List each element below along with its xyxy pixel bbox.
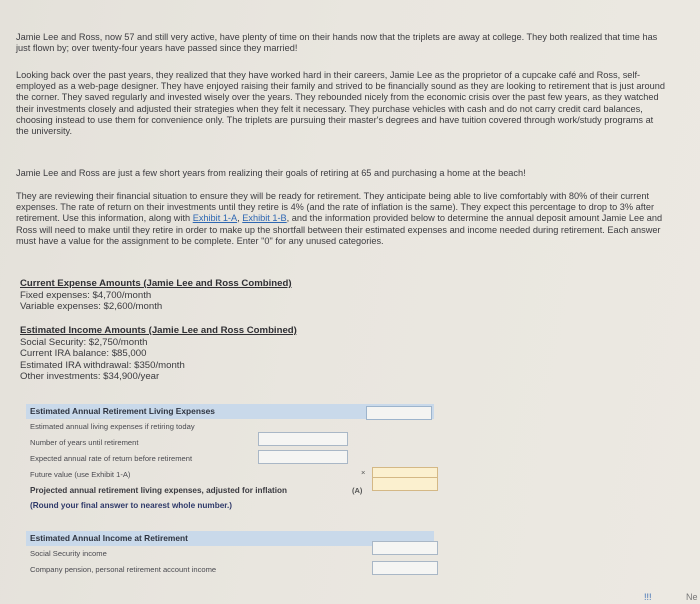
annual-living-expenses-input[interactable] [366,406,432,420]
ira-withdrawal: Estimated IRA withdrawal: $350/month [20,359,185,371]
years-until-retirement-input[interactable] [258,432,348,446]
table-row [26,419,434,435]
other-investments: Other investments: $34,900/year [20,371,160,383]
table-row [26,483,434,499]
fixed-expenses: Fixed expenses: $4,700/month [20,289,152,301]
exhibit-1b-link[interactable]: Exhibit 1-B [242,213,287,224]
pension-income-input[interactable] [372,561,438,575]
retirement-expenses-title: Estimated Annual Retirement Living Expenses [30,406,215,416]
next-button[interactable]: Ne [686,592,698,602]
table-row [26,451,434,467]
marker-a: (A) [352,486,363,495]
social-security: Social Security: $2,750/month [20,336,148,348]
row-label: Number of years until retirement [30,438,139,447]
retirement-income-title: Estimated Annual Income at Retirement [30,533,188,543]
table-row [26,546,434,562]
instructions-separator: , [237,213,243,224]
retirement-income-table [26,531,434,578]
row-label: Expected annual rate of return before retirement [30,454,193,463]
instructions-text-a: They are reviewing their financial situation to ensure they will be ready for retirement. They anticipate being able to live comfortably with 80% of their current expenses. The rate of return on their investments until they retire is 4% (and the rate of inflation is the same). They expect this percentage to drop to 3% after retirement. Use this information, along with [16,191,655,224]
background-paragraph: Looking back over the past years, they realized that they have worked hard in their careers, Jamie Lee as the proprietor of a cupcake café and Ross, self-employed as a web-page designer. They have enjoyed raising their family and strived to be financially sound as they are looking to retirement that is just around the corner. They saved regularly and invested wisely over the years. They rebounded nicely from the economic crisis over the past few years, as they watched their investments closely and adjusted their strategies when they felt it necessary. They purchase vehicles with cash and do not carry credit card balances, choosing instead to use them for convenience only. The triplets are pursuing their master's degrees and have tuition covered through work/study programs at the university. [16,70,665,137]
table-row [26,562,434,578]
instructions-paragraph [16,191,666,247]
exhibit-1a-link[interactable]: Exhibit 1-A [192,213,238,224]
times-symbol: × [361,468,366,477]
row-label: Projected annual retirement living expenses, adjusted for inflation [30,486,288,495]
row-label: Future value (use Exhibit 1-A) [30,470,131,479]
goal-paragraph: Jamie Lee and Ross are just a few short years from realizing their goals of retiring at 65 and purchasing a home at the beach! [16,168,526,178]
row-label: Estimated annual living expenses if retiring today [30,422,195,431]
ira-balance: Current IRA balance: $85,000 [20,348,147,360]
table-row [26,435,434,451]
current-expense-section [20,278,292,313]
instructions-text-b: , and the information provided below to determine the annual deposit amount Jamie Lee and Ross will need to make until they retire in order to make up the shortfall between their estimated expenses and income needed during retirement. Each answer must have a value for the assignment to be complete. Enter "0" for any unused categories. [16,213,663,246]
row-label: Social Security income [30,549,107,558]
intro-paragraph: Jamie Lee and Ross, now 57 and still very active, have plenty of time on their hands now that the triplets are away at college. They both realized that time has just flown by; over twenty-four years have passed since they married! [16,32,658,54]
row-label: Company pension, personal retirement account income [30,565,217,574]
social-security-income-input[interactable] [372,541,438,555]
rate-of-return-input[interactable] [258,450,348,464]
table-row [26,499,434,513]
projected-expenses-input[interactable] [372,477,438,491]
retirement-expenses-table [26,404,434,513]
rounding-note: (Round your final answer to nearest whole number.) [30,501,232,510]
variable-expenses: Variable expenses: $2,600/month [20,301,163,313]
pager-icon[interactable]: !!! [644,592,652,602]
estimated-income-section [20,325,297,383]
retirement-expenses-header [26,404,434,419]
current-expense-heading: Current Expense Amounts (Jamie Lee and Ross Combined) [20,278,292,289]
estimated-income-heading: Estimated Income Amounts (Jamie Lee and Ross Combined) [20,325,297,336]
